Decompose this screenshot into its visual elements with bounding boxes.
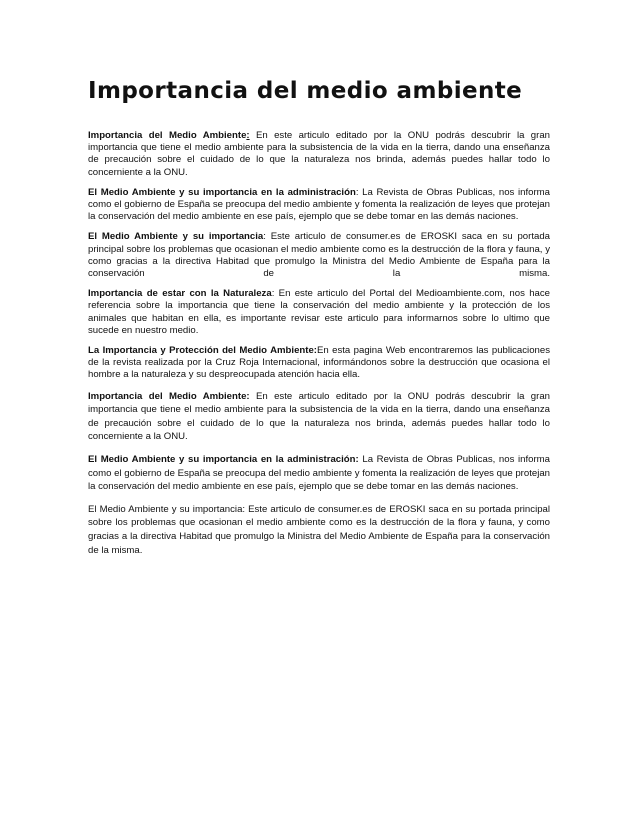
paragraph-8: [88, 503, 550, 557]
paragraph-8-body: El Medio Ambiente y su importancia: Este articulo de consumer.es de EROSKI saca en su portada principal sobre los problemas que ocasionan el medio ambiente como es la destrucción de la flora y fauna, y como gracias a la directiva Habitad que promulgo la Ministra del Medio Ambiente de España para la conservación de la misma.: [88, 503, 550, 556]
paragraph-5: [88, 345, 550, 382]
paragraph-1-heading: Importancia del Medio Ambiente: [88, 130, 247, 141]
paragraph-1: [88, 130, 550, 179]
paragraph-2-body: : La Revista de Obras Publicas, nos informa como el gobierno de España se preocupa del medio ambiente y fomenta la realización de leyes que protejan la conservación del medio ambiente en ese país, ejemplo que se debe tomar en las demás naciones.: [88, 186, 550, 223]
paragraph-7-heading: El Medio Ambiente y su importancia en la administración:: [88, 454, 359, 466]
paragraph-2-heading: El Medio Ambiente y su importancia en la administración: [88, 186, 356, 198]
paragraph-3-body: : Este articulo de consumer.es de EROSKI saca en su portada principal sobre los problemas que ocasionan el medio ambiente como es la destrucción de la flora y fauna, y como gracias a la directiva Habitad que promulgo la Ministra del Medio Ambiente de España para la conservación de la misma.: [88, 231, 550, 280]
paragraph-2: [88, 187, 550, 224]
paragraph-6-heading: Importancia del Medio Ambiente:: [88, 390, 250, 402]
paragraph-4: [88, 288, 550, 337]
document-content: [88, 76, 550, 566]
paragraph-5-body: En esta pagina Web encontraremos las publicaciones de la revista realizada por la Cruz Roja Internacional, informándonos sobre la destrucción que ocasiona el hombre a la naturaleza y su despreocupada atención hacia ella.: [88, 345, 550, 381]
paragraph-1-body: En este articulo editado por la ONU podrás descubrir la gran importancia que tiene el medio ambiente para la subsistencia de la vida en la tierra, dando una enseñanza de precaución sobre el cuidado de lo que la naturaleza nos brinda, además puedes hallar todo lo concerniente a la ONU.: [88, 130, 550, 178]
paragraph-6-body: En este articulo editado por la ONU podrás descubrir la gran importancia que tiene el medio ambiente para la subsistencia de la vida en la tierra, dando una enseñanza de precaución sobre el cuidado de lo que la naturaleza nos brinda, además puedes hallar todo lo concerniente a la ONU.: [88, 390, 551, 443]
paragraph-7-body: La Revista de Obras Publicas, nos informa como el gobierno de España se preocupa del medio ambiente y fomenta la realización de leyes que protejan la conservación del medio ambiente en ese país, ejemplo que se debe tomar en las demás naciones.: [88, 454, 550, 493]
paragraph-4-body: : En este articulo del Portal del Medioambiente.com, nos hace referencia sobre la importancia que tiene la conservación del medio ambiente y la protección de los animales que habitan en ella, es importante revisar este articulo para informarnos sobre lo ultimo que sucede en nuestro medio.: [88, 288, 550, 336]
paragraph-3-heading: El Medio Ambiente y su importancia: [88, 231, 264, 243]
paragraph-6: [88, 390, 550, 444]
paragraph-5-heading: La Importancia y Protección del Medio Ambiente:: [88, 345, 317, 357]
paragraph-7: [88, 453, 550, 494]
paragraph-4-heading: Importancia de estar con la Naturaleza: [88, 288, 272, 300]
document-title: Importancia del medio ambiente: [88, 78, 523, 104]
paragraph-3: [88, 231, 550, 280]
paragraph-1-heading-suffix: :: [246, 130, 250, 141]
